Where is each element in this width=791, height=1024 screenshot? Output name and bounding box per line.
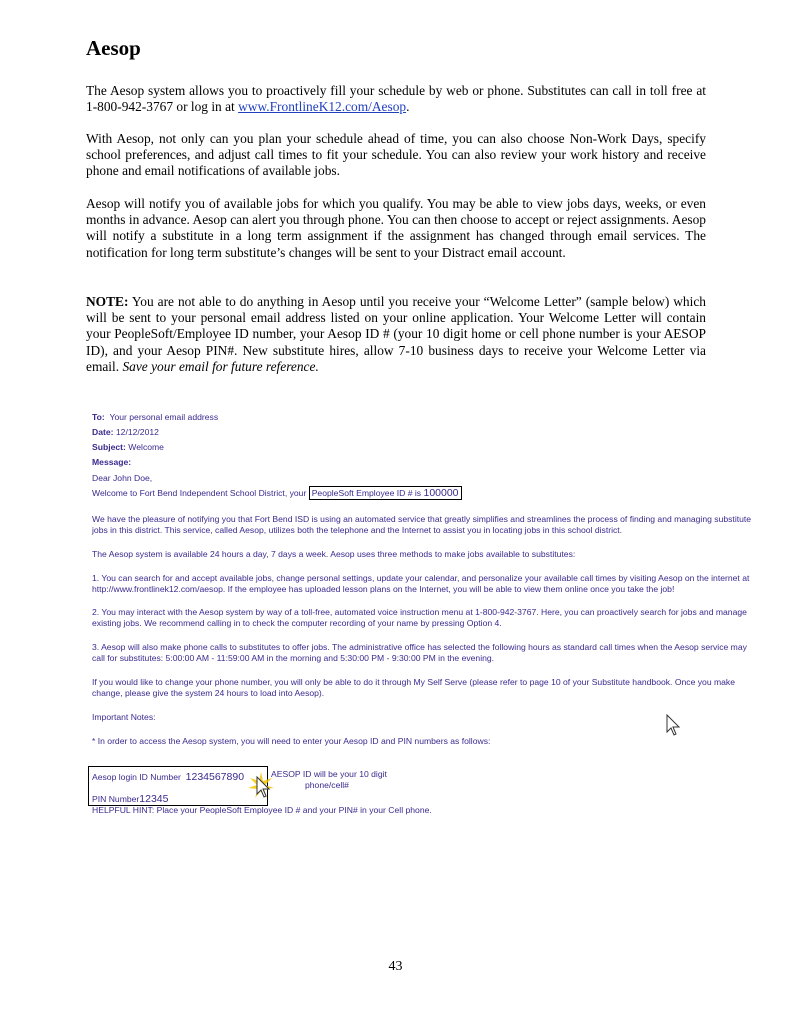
login-id-value: 1234567890 bbox=[185, 771, 245, 783]
employee-id-box: PeopleSoft Employee ID # is 100000 bbox=[309, 486, 462, 500]
email-subject: Subject: Welcome bbox=[92, 442, 164, 452]
page-title: Aesop bbox=[86, 36, 141, 60]
highlight-starburst-icon bbox=[248, 772, 274, 800]
frontline-link[interactable]: www.FrontlineK12.com/Aesop bbox=[238, 99, 407, 115]
email-date: Date: 12/12/2012 bbox=[92, 427, 159, 437]
login-note: AESOP ID will be your 10 digit phone/cell# bbox=[271, 769, 387, 790]
email-notes-heading: Important Notes: bbox=[92, 712, 156, 722]
email-welcome-line: Welcome to Fort Bend Independent School District, your PeopleSoft Employee ID # is 100000 bbox=[92, 488, 462, 499]
features-paragraph: With Aesop, not only can you plan your schedule ahead of time, you can also choose Non-Work Days, specify school preferences, and adjust call times to fit your schedule. You can also review your work history and receive phone and email notifications of available jobs. bbox=[86, 131, 706, 179]
mouse-pointer-icon bbox=[666, 714, 682, 738]
email-para-phone-change: If you would like to change your phone number, you will only be able to do it through My Self Serve (please refer to page 10 of your Substitute handbook. Once you make change, please give the system 24 hours to load into Aesop). bbox=[92, 677, 736, 698]
email-notes-item: * In order to access the Aesop system, you will need to enter your Aesop ID and PIN numbers as follows: bbox=[92, 736, 491, 746]
email-to: To: Your personal email address bbox=[92, 412, 219, 422]
page-number: 43 bbox=[388, 959, 403, 974]
intro-paragraph: The Aesop system allows you to proactively fill your schedule by web or phone. Substitutes can call in toll free at 1-800-942-3767 or log in at www.FrontlineK12.com/Aesop. bbox=[86, 83, 706, 115]
email-para-method-3: 3. Aesop will also make phone calls to substitutes to offer jobs. The administrative office has selected the following hours as standard call times when the Aesop service may call for substitutes: 5:00:00 AM - 11:59:00 AM in the morning and 5:30:00 PM - 9:30:00 PM in the evening. bbox=[92, 642, 747, 663]
note-paragraph: NOTE: You are not able to do anything in Aesop until you receive your “Welcome Letter” (sample below) which will be sent to your personal email address listed on your online application. Your Welcome Letter will contain your PeopleSoft/Employee ID number, your Aesop ID # (your 10 digit home or cell phone number is your AESOP ID), and your Aesop PIN#. New substitute hires, allow 7-10 business days to receive your Welcome Letter via email. Save your email for future reference. bbox=[86, 294, 706, 374]
notifications-paragraph: Aesop will notify you of available jobs for which you qualify. You may be able to view jobs days, weeks, or even months in advance. Aesop can alert you through phone. You can then choose to accept or reject assignments. Aesop will notify a substitute in a long term assignment if the assignment has changed through email services. The notification for long term substitute’s changes will be sent to your Distract email account. bbox=[86, 196, 706, 260]
email-message-label: Message: bbox=[92, 457, 132, 467]
pin-row: PIN Number12345 bbox=[92, 793, 169, 805]
email-para-availability: The Aesop system is available 24 hours a day, 7 days a week. Aesop uses three methods to make jobs available to substitutes: bbox=[92, 549, 576, 559]
login-credentials-box bbox=[88, 766, 268, 806]
helpful-hint: HELPFUL HINT: Place your PeopleSoft Employee ID # and your PIN# in your Cell phone. bbox=[92, 805, 432, 815]
email-greeting: Dear John Doe, bbox=[92, 473, 153, 483]
login-id-row: Aesop login ID Number 1234567890 bbox=[92, 771, 245, 783]
pin-value: 12345 bbox=[139, 793, 169, 805]
email-para-intro: We have the pleasure of notifying you that Fort Bend ISD is using an automated service that greatly simplifies and streamlines the process of finding and managing substitute jobs in this district. This service, called Aesop, utilizes both the telephone and the Internet to assist you in locating jobs in this school district. bbox=[92, 514, 752, 535]
email-para-method-1: 1. You can search for and accept available jobs, change personal settings, update your calendar, and personalize your available call times by visiting Aesop on the internet at http://www.frontlinek12.com/aesop. If the employee has uploaded lesson plans on the Internet, you will be able to view them online once you take the job! bbox=[92, 573, 750, 594]
email-para-method-2: 2. You may interact with the Aesop system by way of a toll-free, automated voice instruction menu at 1-800-942-3767. Here, you can proactively search for jobs and manage existing jobs. We recommend calling in to check the computer recording of your name by pressing Option 4. bbox=[92, 607, 747, 628]
save-email-reminder: Save your email for future reference. bbox=[122, 358, 319, 374]
note-label: NOTE: bbox=[86, 294, 129, 309]
